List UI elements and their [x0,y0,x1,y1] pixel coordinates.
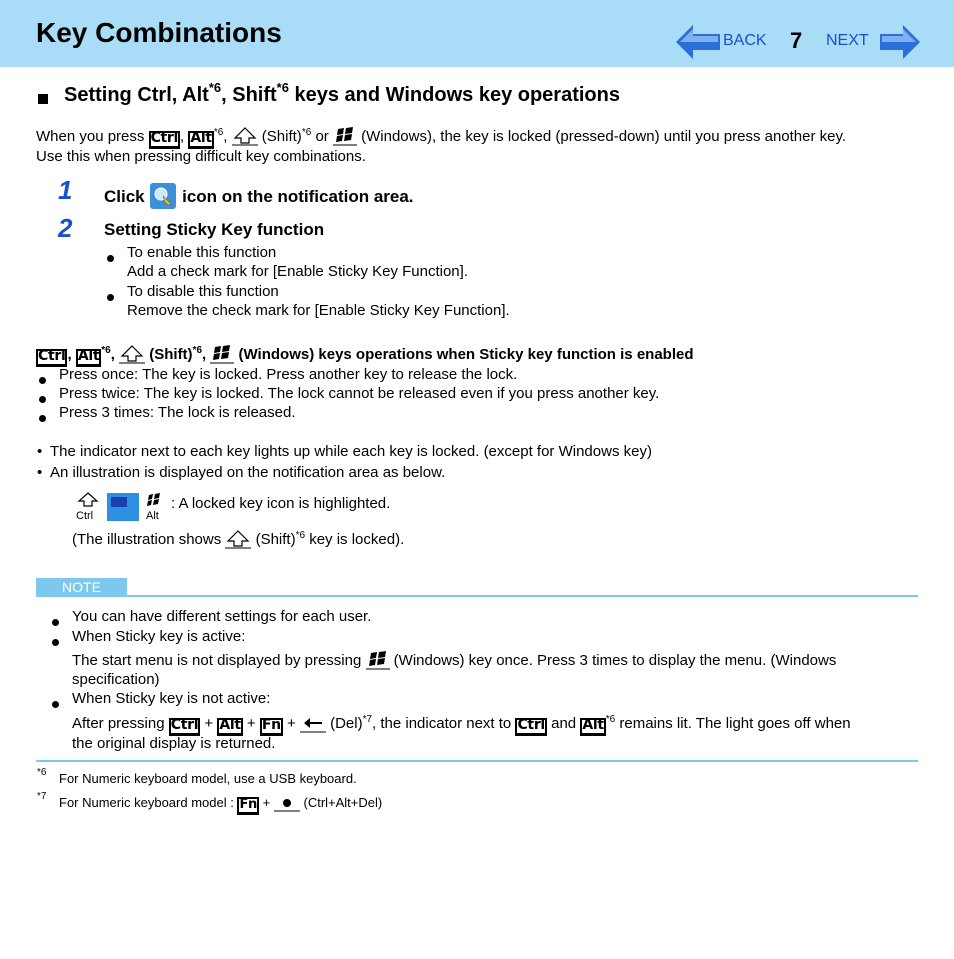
list-item-detail: The start menu is not displayed by pressing (Windows) key once. Press 3 times to display the menu. (Windows [72,652,837,669]
bullet-icon [52,613,59,631]
bullet-icon [107,249,114,267]
shift-key-icon [76,492,100,508]
list-item: When Sticky key is not active: [72,690,271,707]
del-key-icon [300,713,326,733]
sticky-key-tray-icon[interactable] [149,182,177,210]
list-item: To enable this function [127,244,277,261]
list-item: An illustration is displayed on the notification area as below. [50,464,446,481]
small-bullet: • [37,443,43,460]
step-2-number: 2 [58,213,73,243]
bullet-icon [107,288,114,306]
step-1-number: 1 [58,175,73,205]
list-item: When Sticky key is active: [72,628,246,645]
page-number: 7 [790,28,803,53]
footnote-text: For Numeric keyboard model, use a USB keyboard. [59,771,357,786]
alt-key-icon: Alt [188,131,213,149]
bullet-icon [52,633,59,651]
list-item: To disable this function [127,283,279,300]
alt-key-icon: Alt [76,349,101,367]
fn-key-icon: Fn [237,797,259,815]
back-arrow-icon[interactable] [676,25,722,59]
next-arrow-icon[interactable] [880,25,920,59]
fn-key-icon: Fn [260,718,283,736]
section-heading: Setting Ctrl, Alt$^{*6}$, Shift$^{*6}$ keys and Windows key operations [64,80,620,106]
list-item: Press once: The key is locked. Press another key to release the lock. [59,366,518,383]
list-item-detail: Add a check mark for [Enable Sticky Key Function]. [127,263,468,280]
ctrl-key-icon: Ctrl [515,718,546,736]
footnote-text: For Numeric keyboard model : Fn + (Ctrl+Alt+Del) [59,794,382,815]
alt-key-icon: Alt [580,718,605,736]
windows-key-icon [333,126,357,146]
bullet-icon [52,695,59,713]
list-item: Press twice: The key is locked. The lock cannot be released even if you press another key. [59,385,660,402]
list-item: Press 3 times: The lock is released. [59,404,296,421]
alt-key-icon: Alt [217,718,242,736]
footnote-mark: *6 [37,767,47,778]
dot-key-icon [274,794,300,812]
bullet-icon [39,409,46,427]
list-item: You can have different settings for each user. [72,608,372,625]
highlight-box [107,493,139,521]
small-bullet: • [37,464,43,481]
illustration-alt-label: Alt [146,510,159,522]
bullet-icon [39,390,46,408]
shift-key-icon [232,126,258,146]
illustration-shows: (The illustration shows (Shift)$^{*6}$ key is locked). [72,530,405,548]
intro-line-1: When you press Ctrl , Alt $^{*6}$, (Shift)$^{*6}$ or (Windows), the key is locked (pressed-down) until you press another key. [36,126,846,149]
windows-key-icon [210,344,234,364]
ctrl-key-icon: Ctrl [36,349,67,367]
ops-heading: Ctrl , Alt $^{*6}$, (Shift)$^{*6}$, (Windows) keys operations when Sticky key function is enabled [36,344,694,367]
back-button[interactable]: BACK [723,32,767,49]
list-item-detail: the original display is returned. [72,735,276,752]
list-item-detail: After pressing Ctrl + Alt + Fn + (Del)$^{*7}$, the indicator next to Ctrl and Alt $^{*6}$ remains lit. The light goes off when [72,713,851,736]
windows-key-icon [145,493,163,507]
sticky-key-illustration [74,492,170,524]
page-title: Key Combinations [36,17,282,48]
note-bottom-rule [36,760,918,762]
ctrl-key-icon: Ctrl [149,131,180,149]
list-item: The indicator next to each key lights up while each key is locked. (except for Windows key) [50,443,652,460]
list-item-detail: specification) [72,671,160,688]
note-top-rule [36,595,918,597]
note-tag: NOTE [36,578,127,596]
illustration-caption: : A locked key icon is highlighted. [171,495,391,512]
shift-key-icon [225,529,251,549]
ctrl-key-icon: Ctrl [169,718,200,736]
step-2-text: Setting Sticky Key function [104,220,325,239]
bullet-icon [39,371,46,389]
section-bullet-icon [38,91,48,109]
list-item-detail: Remove the check mark for [Enable Sticky Key Function]. [127,302,510,319]
shift-key-icon [119,344,145,364]
windows-key-icon [366,650,390,670]
next-button[interactable]: NEXT [826,32,869,49]
intro-line-2: Use this when pressing difficult key combinations. [36,148,366,165]
footnote-mark: *7 [37,791,47,802]
illustration-ctrl-label: Ctrl [76,510,94,522]
step-1-text: Click icon on the notification area. [104,182,414,210]
